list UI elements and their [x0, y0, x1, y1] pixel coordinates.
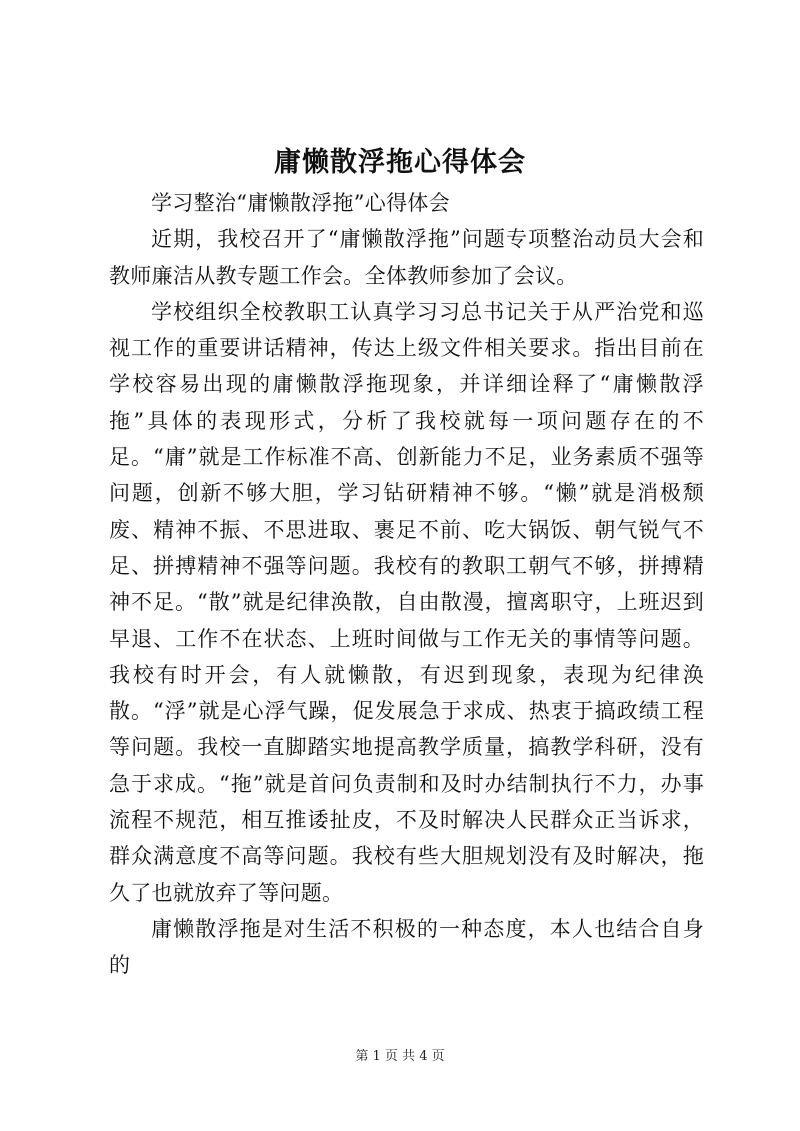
paragraph-subtitle: 学习整治“庸懒散浮拖”心得体会 [151, 191, 450, 215]
document-body [109, 185, 704, 984]
page-footer: 第 1 页 共 4 页 [355, 1049, 445, 1064]
paragraph-intro: 近期，我校召开了“庸懒散浮拖”问题专项整治动员大会和教师廉洁从教专题工作会。全体教师参加了会议。 [109, 227, 704, 288]
document-title: 庸懒散浮拖心得体会 [274, 147, 526, 178]
paragraph-continued: 庸懒散浮拖是对生活不积极的一种态度，本人也结合自身的 [109, 916, 704, 978]
paragraph-main: 学校组织全校教职工认真学习习总书记关于从严治党和巡视工作的重要讲话精神，传达上级文件相关要求。指出目前在学校容易出现的庸懒散浮拖现象，并详细诠释了“庸懒散浮拖”具体的表现形式，分析了我校就每一项问题存在的不足。“庸”就是工作标准不高、创新能力不足，业务素质不强等问题，创新不够大胆，学习钻研精神不够。“懒”就是消极颓废、精神不振、不思进取、裹足不前、吃大锅饭、朝气锐气不足、拼搏精神不强等问题。我校有的教职工朝气不够，拼搏精神不足。“散”就是纪律涣散，自由散漫，擅离职守，上班迟到早退、工作不在状态、上班时间做与工作无关的事情等问题。我校有时开会，有人就懒散，有迟到现象，表现为纪律涣散。“浮”就是心浮气躁，促发展急于求成、热衷于搞政绩工程等问题。我校一直脚踏实地提高教学质量，搞教学科研，没有急于求成。“拖”就是首问负责制和及时办结制执行不力，办事流程不规范，相互推诿扯皮，不及时解决人民群众正当诉求，群众满意度不高等问题。我校有些大胆规划没有及时解决，拖久了也就放弃了等问题。 [109, 299, 704, 905]
